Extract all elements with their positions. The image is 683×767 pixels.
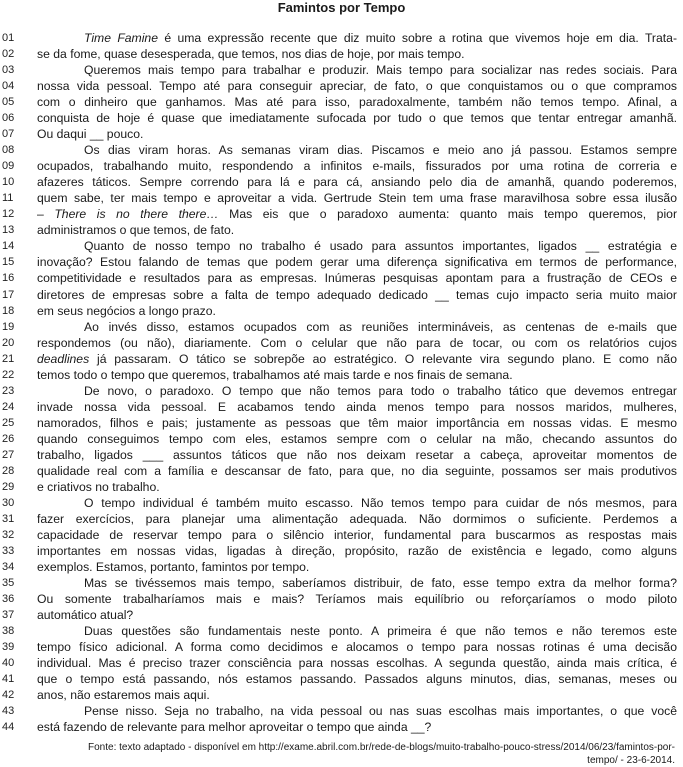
text-line (0, 607, 683, 623)
text-line (0, 463, 683, 479)
text-line (0, 575, 683, 591)
line-text: quem sabe, ter mais tempo e aproveitar a vida. Gertrude Stein tem uma frase maravilhosa sobre essa ilusão (37, 191, 677, 206)
line-number: 37 (2, 609, 15, 622)
line-text: importantes em nossas vidas, ligadas à direção, propósito, razão de existência e legado, como alguns (37, 544, 677, 558)
line-number: 03 (2, 64, 15, 77)
text-line (0, 655, 683, 671)
text-line (0, 479, 683, 495)
line-text: e criativos no trabalho. (37, 479, 160, 494)
text-line (0, 62, 683, 78)
text-line (0, 383, 683, 399)
line-number: 28 (2, 464, 15, 477)
text-line (0, 270, 683, 286)
line-number: 10 (2, 176, 15, 189)
line-text: afazeres táticos. Sempre correndo para lá e para cá, ansiando pelo dia de amanhã, quando poderemos, (37, 175, 677, 190)
line-number: 09 (2, 160, 15, 173)
line-text: fazer exercícios, para planejar uma alimentação adequada. Não dormimos o suficiente. Perdemos a (37, 511, 677, 526)
line-number: 38 (2, 625, 15, 638)
line-text: exemplos. Estamos, portanto, famintos por tempo. (37, 560, 310, 575)
line-text: Ou somente trabalharíamos mais e mais? Teríamos mais equilíbrio ou reforçaríamos o modo piloto (37, 592, 677, 607)
source-note (0, 735, 683, 767)
text-line (0, 495, 683, 511)
line-number: 11 (2, 192, 14, 205)
text-line (0, 206, 683, 222)
line-number: 41 (2, 673, 15, 686)
line-text: Queremos mais tempo para trabalhar e produzir. Mais tempo para socializar nas redes sociais. Para (84, 63, 677, 78)
text-line (0, 703, 683, 719)
line-text: individual. Mas é preciso trazer consciência para nossas escolhas. A segunda questão, ainda mais crítica, é (37, 656, 677, 671)
text-line (0, 623, 683, 639)
text-line (0, 190, 683, 206)
text-line (0, 335, 683, 351)
text-line (0, 319, 683, 335)
text-line (0, 94, 683, 110)
line-text: – There is no there there… Mas eis que o paradoxo aumenta: quanto mais tempo queremos, pior (37, 207, 677, 222)
line-text: Mas se tivéssemos mais tempo, saberíamos distribuir, de fato, esse tempo extra da melhor forma? (84, 576, 677, 591)
line-number: 22 (2, 368, 15, 381)
line-number: 04 (2, 80, 15, 93)
line-text: competitividade e resultados para as empresas. Inúmeras pesquisas apontam para a frustração de CEOs e (37, 271, 677, 286)
line-number: 42 (2, 689, 15, 702)
line-number: 34 (2, 561, 15, 574)
line-text: que o tempo está passando, nós estamos passando. Passados alguns minutos, dias, semanas, meses ou (37, 672, 677, 687)
line-text: tempo físico adicional. A forma como decidimos e alocamos o tempo para nossas rotinas é uma decisão (37, 640, 677, 655)
line-number: 40 (2, 657, 15, 670)
text-line (0, 719, 683, 735)
line-text: administramos o que temos, de fato. (37, 223, 235, 238)
line-text: qualidade real com a família e descansar de fato, para que, no dia seguinte, possamos ser mais produtivos (37, 463, 677, 478)
text-line (0, 254, 683, 270)
line-number: 30 (2, 496, 15, 509)
line-number: 29 (2, 480, 15, 493)
text-line (0, 431, 683, 447)
line-text: anos, não estaremos mais aqui. (37, 688, 210, 703)
line-text: está fazendo de relevante para melhor aproveitar o tempo que ainda __? (37, 720, 432, 735)
line-number: 19 (2, 320, 15, 333)
line-number: 02 (2, 48, 15, 61)
line-number: 17 (2, 288, 15, 301)
text-line (0, 671, 683, 687)
line-number: 27 (2, 448, 15, 461)
line-number: 32 (2, 528, 15, 541)
line-number: 05 (2, 96, 15, 109)
text-line (0, 78, 683, 94)
text-line (0, 287, 683, 303)
text-line (0, 110, 683, 126)
text-line (0, 303, 683, 319)
text-line (0, 415, 683, 431)
line-number: 25 (2, 416, 15, 429)
line-number: 08 (2, 144, 15, 157)
line-number: 21 (2, 352, 15, 365)
line-text: deadlines já passaram. O tático se sobrepõe ao estratégico. O relevante vira segundo plano. E como não (37, 351, 677, 366)
line-text: Pense nisso. Seja no trabalho, na vida pessoal ou nas suas escolhas mais importantes, o que você (84, 704, 677, 719)
line-number: 12 (2, 208, 15, 221)
line-number: 15 (2, 256, 15, 269)
text-line (0, 447, 683, 463)
line-text: diretores de empresas sobre a falta de tempo adequado dedicado __ temas cujo impacto seria muito maior (37, 287, 677, 302)
line-text: Duas questões são fundamentais neste ponto. A primeira é que não temos e não teremos este (84, 624, 677, 639)
line-number: 13 (2, 224, 15, 237)
line-number: 07 (2, 128, 15, 141)
text-line (0, 158, 683, 174)
line-number: 18 (2, 304, 15, 317)
line-text: capacidade de reservar tempo para o silêncio interior, fundamental para buscarmos as respostas mais (37, 527, 677, 542)
text-line (0, 591, 683, 607)
source-line: tempo/ - 23-6-2014. (587, 755, 675, 767)
line-number: 43 (2, 705, 15, 718)
text-line (0, 559, 683, 575)
line-number: 39 (2, 641, 15, 654)
text-line (0, 351, 683, 367)
text-line (0, 238, 683, 254)
line-text: invade nossa vida pessoal. E acabamos tendo ainda menos tempo para nossos maridos, mulheres, (37, 399, 677, 414)
source-line: Fonte: texto adaptado - disponível em http://exame.abril.com.br/rede-de-blogs/muito-trabalho-pouco-stress/2014/06/23/famintos-por- (88, 742, 675, 754)
text-line (0, 511, 683, 527)
line-text: automático atual? (37, 608, 134, 623)
text-line (0, 687, 683, 703)
line-text: O tempo individual é também muito escasso. Não temos tempo para cuidar de nós mesmos, para (84, 495, 677, 510)
text-line (0, 639, 683, 655)
text-line (0, 46, 683, 62)
line-text: nossa vida pessoal. Tempo até para conseguir apreciar, de fato, o que conquistamos ou o que compramos (37, 79, 677, 94)
line-number: 16 (2, 272, 15, 285)
line-text: De novo, o paradoxo. O tempo que não temos para todo o trabalho tático que devemos entregar (84, 383, 677, 398)
text-line (0, 527, 683, 543)
line-number: 06 (2, 112, 15, 125)
line-text: temos todo o tempo que queremos, trabalhamos até mais tarde e nos finais de semana. (37, 367, 513, 382)
text-line (0, 543, 683, 559)
text-line (0, 222, 683, 238)
line-text: se da fome, quase desesperada, que temos, nos dias de hoje, por mais tempo. (37, 47, 465, 62)
line-text: inovação? Estou falando de temas que podem gerar uma diferença significativa em termos de performance, (37, 255, 677, 270)
line-text: respondemos (ou não), diariamente. Com o celular que não para de tocar, ou com os relatórios cujos (37, 335, 677, 350)
line-text: trabalho, ligados ___ assuntos táticos que não nos deixam resetar a cabeça, aproveitar momentos de (37, 447, 677, 462)
line-number: 01 (2, 32, 15, 44)
line-text: Ou daqui __ pouco. (37, 127, 144, 142)
line-text: Ao invés disso, estamos ocupados com as reuniões intermináveis, as centenas de e-mails que (84, 319, 677, 334)
line-number: 14 (2, 240, 15, 253)
line-text: em seus negócios a longo prazo. (37, 303, 216, 318)
line-number: 31 (2, 512, 15, 525)
line-text: Time Famine é uma expressão recente que diz muito sobre a rotina que vivemos hoje em dia. Trata- (84, 31, 677, 45)
line-text: conquista de hoje é quase que imediatamente sufocada por tudo o que temos que tentar entregar amanhã. (37, 111, 677, 126)
line-number: 24 (2, 400, 15, 413)
line-text: quando conseguimos tempo com eles, estamos sempre com o celular na mão, checando assuntos do (37, 431, 677, 446)
line-number: 44 (2, 721, 15, 734)
line-number: 35 (2, 577, 15, 590)
line-text: ocupados, trabalhando muito, respondendo a infinitos e-mails, fissurados por uma rotina de correria e (37, 159, 677, 174)
line-text: namorados, filhos e pais; justamente as pessoas que têm maior importância em nossas vidas. E mesmo (37, 415, 677, 430)
line-text: Quanto de nosso tempo no trabalho é usado para assuntos importantes, ligados __ estratégia e (84, 239, 677, 254)
line-number: 33 (2, 545, 15, 557)
text-line (0, 367, 683, 383)
text-line (0, 174, 683, 190)
page-title: Famintos por Tempo (277, 0, 406, 15)
text-body (0, 30, 683, 735)
text-line (0, 142, 683, 158)
line-number: 36 (2, 593, 15, 606)
line-text: Os dias viram horas. As semanas viram dias. Piscamos e meio ano já passou. Estamos sempre (84, 143, 677, 158)
line-number: 20 (2, 336, 15, 349)
line-text: com o dinheiro que ganhamos. Mas até para isso, paradoxalmente, também não temos tempo. Afinal, a (37, 95, 677, 110)
text-line (0, 126, 683, 142)
line-number: 26 (2, 432, 15, 445)
text-line (0, 30, 683, 46)
line-number: 23 (2, 384, 15, 397)
text-line (0, 399, 683, 415)
